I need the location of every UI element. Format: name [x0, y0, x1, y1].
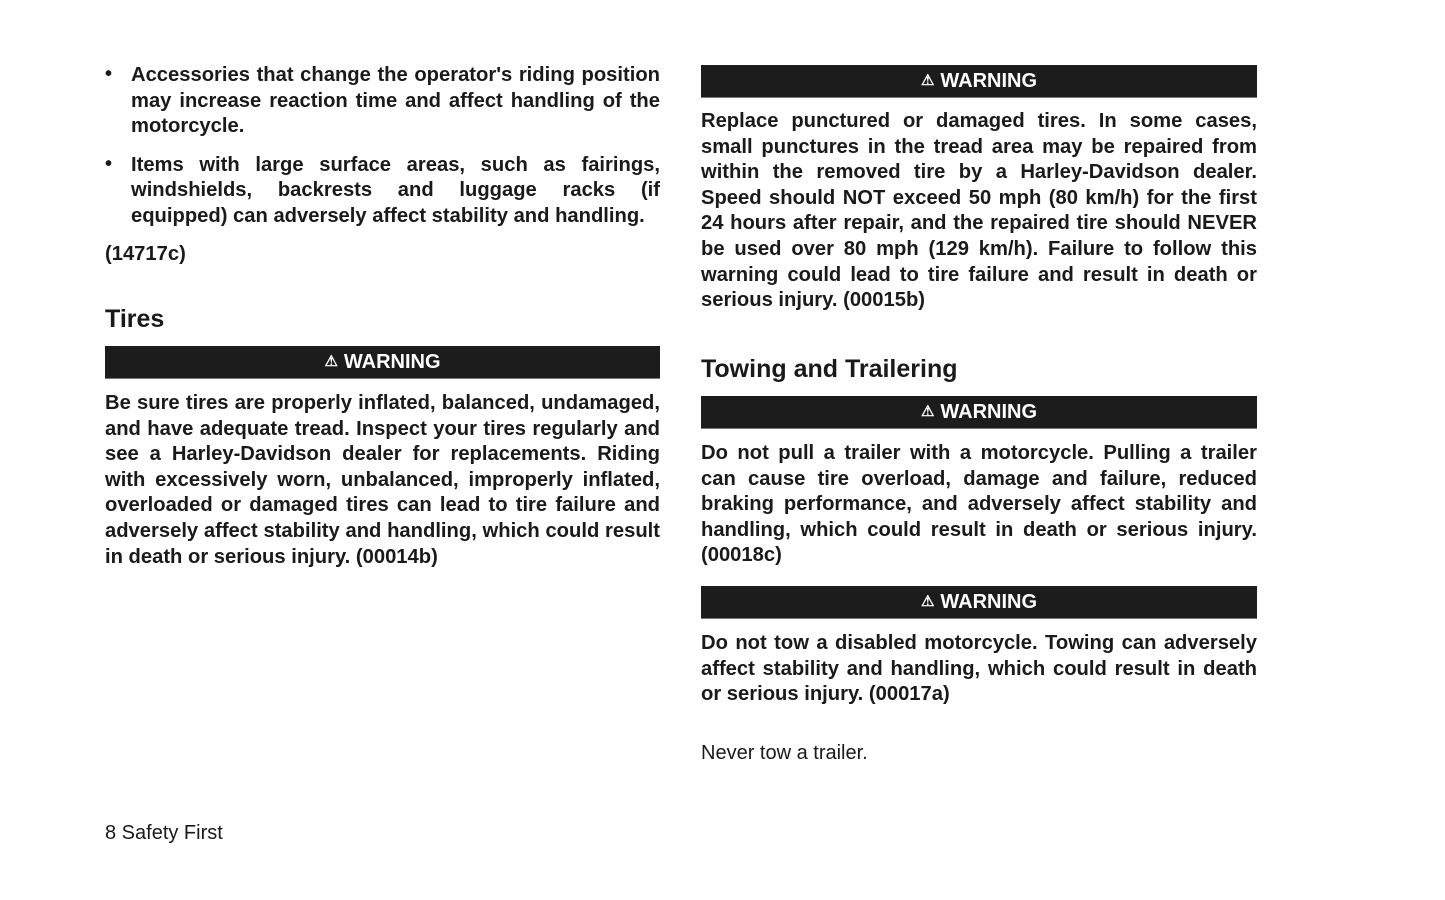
towing-note: Never tow a trailer. [701, 742, 868, 764]
warning-label: WARNING [940, 590, 1038, 613]
page-footer: 8 Safety First [105, 822, 223, 844]
warning-triangle-icon: ⚠ [920, 72, 935, 89]
warning-banner [701, 65, 1257, 98]
warning-triangle-icon: ⚠ [920, 593, 935, 610]
bullet-marker: • [105, 152, 113, 175]
bullet-marker: • [105, 63, 113, 85]
section-title-tires: Tires [105, 305, 165, 333]
warning-text-trailer: Do not pull a trailer with a motorcycle. Pulling a trailer can cause tire overload, damage and failure, reduced braking performance, and adversely affect stability and handling, which could result in death or serious injury. (00018c) [701, 442, 1257, 567]
bullets-reference-code: (14717c) [105, 243, 186, 265]
warning-label: WARNING [940, 400, 1038, 423]
bullet-item [105, 63, 660, 140]
accessory-bullet-list [105, 63, 660, 243]
warning-label: WARNING [343, 350, 441, 373]
warning-triangle-icon: ⚠ [324, 353, 338, 370]
bullet-text: Items with large surface areas, such as fairings, windshields, backrests and luggage racks (if equipped) can adversely affect stability and handling. [131, 153, 660, 227]
warning-banner [701, 586, 1257, 619]
section-title-towing: Towing and Trailering [701, 355, 958, 383]
warning-text-tire-repair: Replace punctured or damaged tires. In some cases, small punctures in the tread area may be repaired from within the removed tire by a Harley-Davidson dealer. Speed should NOT exceed 50 mph (80 km/h) for the first 24 hours after repair, and the repaired tire should NEVER be used over 80 mph (129 km/h). Failure to follow this warning could lead to tire failure and result in death or serious injury. (00015b) [701, 110, 1257, 312]
warning-label: WARNING [940, 69, 1038, 92]
warning-banner [701, 396, 1257, 429]
warning-triangle-icon: ⚠ [920, 403, 935, 420]
warning-text-tires: Be sure tires are properly inflated, balanced, undamaged, and have adequate tread. Inspect your tires regularly and see a Harley-Davidson dealer for replacements. Riding with excessively worn, unbalanced, improperly inflated, overloaded or damaged tires can lead to tire failure and adversely affect stability and handling, which could result in death or serious injury. (00014b) [105, 392, 660, 568]
warning-text-tow-disabled: Do not tow a disabled motorcycle. Towing can adversely affect stability and handling, which could result in death or serious injury. (00017a) [701, 632, 1257, 706]
warning-banner [105, 346, 660, 379]
bullet-text: Accessories that change the operator's riding position may increase reaction time and affect handling of the motorcycle. [131, 64, 660, 138]
bullet-item [105, 153, 660, 230]
